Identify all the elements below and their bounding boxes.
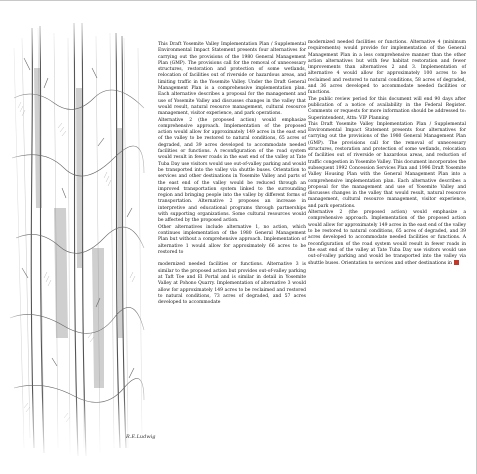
paragraph: This Draft Yosemite Valley Implementation Plan / Supplemental Environmental Impact Statement presents four alternatives for carrying out the provisions of the 1980 General Management Plan (GMP). The provisions call for the removal of unnecessary structures, restoration and protection of some wetlands, relocation of facilities out of riverside or hazardous areas, and limiting traffic in the Yosemite Valley. Under the Draft General Management Plan is a comprehensive implementation plan. Each alternative describes a proposal for the management and use of Yosemite Valley and discusses changes in the valley that would result, natural resource management, cultural resource management, visitor experience, and park operations.: [158, 42, 306, 117]
paragraph: The public review period for this document will end 90 days after publication of a notice of availability in the Federal Register. Comments or requests for more information should be addressed to: Superintendent, Attn: VIP Planning: [308, 96, 466, 121]
text-column-right: [308, 40, 466, 268]
paragraph: Other alternatives include alternative 1, no action, which continues implementation of the 1980 General Management Plan but without a comprehensive approach. Implementation of alternative 1 would allow for approximately 66 acres to be restored to: [158, 224, 306, 255]
paragraph-final: [308, 210, 466, 268]
paragraph: modernized needed facilities or functions. Alternative 4 (minimum requirements) would provide for implementation of the General Management Plan in a less comprehensive manner than the other action alternatives but with few habitat restoration and fewer improvements than alternatives 2 and 3. Implementation of alternative 4 would allow for approximately 100 acres to be reclaimed and restored to natural conditions, 58 acres of degraded, and 36 acres developed to accommodate needed facilities or functions.: [308, 40, 466, 96]
paragraph: This Draft Yosemite Valley Implementation Plan / Supplemental Environmental Impact Statement presents four alternatives for carrying out the provisions of the 1980 General Management Plan (GMP). The provisions call for the removal of unnecessary structures, restoration and protection of some wetlands, relocation of facilities out of riverside or hazardous areas, and reduction of traffic congestion in Yosemite Valley. This document incorporates the subsequent 1992 Concession Services Plan and 1996 Draft Yosemite Valley Housing Plan with the General Management Plan into a comprehensive implementation plan. Each alternative describes a proposal for the management and use of Yosemite Valley and discusses changes in the valley that would result, natural resource management, cultural resource management, visitor experience, and park operations.: [308, 121, 466, 209]
text-column-left: [158, 42, 306, 306]
page-border-top: [0, 0, 477, 1]
end-mark-icon: [454, 260, 459, 265]
paragraph: modernized needed facilities or functions. Alternative 3 is similar to the proposed action but provides out-of-valley parking at Taft Toe and El Portal and is similar in detail in Yosemite Valley at Pohono Quarry. Implementation of alternative 3 would allow for approximately 149 acres to be reclaimed and restored to natural conditions, 73 acres of degraded, and 57 acres developed to accommodate: [158, 262, 306, 306]
pencil-sketch-illustration: [4, 8, 150, 460]
paragraph: Alternative 2 (the proposed action) would emphasize comprehensive approach. Implementation of the proposed action would allow for approximately 149 acres in the east end of the valley to be restored to natural conditions, 65 acres of degraded, and 39 acres developed to accommodate needed facilities or functions. A reconfiguration of the road system would result in fewer roads in the east end of the valley at Tate Tuba Day use visitors would use out-of-valley parking and would be transported into the valley via shuttle buses. Orientation to services and other destinations in Yosemite Valley and parts of the east end of the valley would be reduced through an improved transportation system linked to the surrounding region and bringing people into the valley by different forms of transportation. Alternative 2 proposes an increase in interpretive and educational programs through partnerships with supporting organizations. Some cultural resources would be affected by the proposed action.: [158, 117, 306, 224]
artist-signature: R.E.Ludwig: [126, 434, 156, 440]
paragraph: Alternative 2 (the proposed action) would emphasize a comprehensive approach. Implementation of the proposed action would allow for approximately 149 acres in the east end of the valley to be restored to natural conditions, 65 acres of degraded, and 39 acres developed to accommodate needed facilities or functions. A reconfiguration of the road system would result in fewer roads in the east end of the valley at Tate Tuba Day use visitors would use out-of-valley parking and would be transported into the valley via shuttle buses. Orientation to services and other destinations in: [308, 210, 466, 267]
